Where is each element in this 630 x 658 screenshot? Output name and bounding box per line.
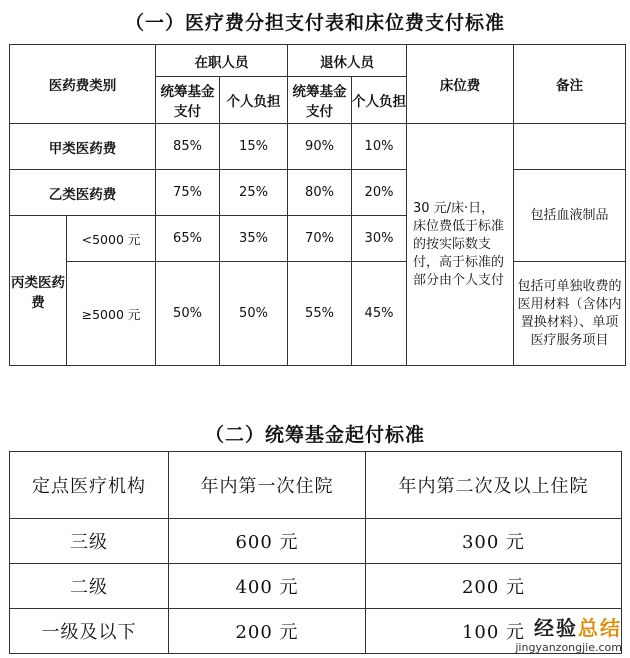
- row-class-c-label: 丙类医药费: [10, 216, 67, 366]
- table-cell: 三级: [10, 519, 169, 564]
- cell-value: 25%: [220, 170, 288, 216]
- cell-value: 80%: [288, 170, 352, 216]
- cell-value: 65%: [156, 216, 220, 262]
- table-cell: 600 元: [169, 519, 366, 564]
- remarks-blood: 包括血液制品: [514, 170, 626, 262]
- cell-value: 85%: [156, 124, 220, 170]
- header-employed-fund: 统筹基金支付: [156, 77, 220, 124]
- watermark-brand: [515, 612, 622, 641]
- cell-value: 70%: [288, 216, 352, 262]
- bed-fee-text: 30 元/床·日，床位费低于标准的按实际数支付，高于标准的部分由个人支付: [407, 124, 514, 366]
- cell-value: 55%: [288, 262, 352, 366]
- watermark-url: jingyanzongjie.com: [515, 641, 622, 654]
- row-class-c-below-label: <5000 元: [67, 216, 156, 262]
- table-cell: 100 元: [366, 609, 622, 654]
- table-cell: 一级及以下: [10, 609, 169, 654]
- header-category: 医药费类别: [10, 45, 156, 124]
- header-remarks: 备注: [514, 45, 626, 124]
- header-employed: 在职人员: [156, 45, 288, 77]
- header-bed-fee: 床位费: [407, 45, 514, 124]
- cell-value: 10%: [352, 124, 407, 170]
- header-retired: 退休人员: [288, 45, 407, 77]
- remarks-empty: [514, 124, 626, 170]
- header-retired-fund: 统筹基金支付: [288, 77, 352, 124]
- cell-value: 50%: [220, 262, 288, 366]
- header-second-stay: 年内第二次及以上住院: [366, 452, 622, 519]
- cell-value: 75%: [156, 170, 220, 216]
- cell-value: 90%: [288, 124, 352, 170]
- header-employed-self: 个人负担: [220, 77, 288, 124]
- header-first-stay: 年内第一次住院: [169, 452, 366, 519]
- cell-value: 50%: [156, 262, 220, 366]
- table-cell: 200 元: [366, 564, 622, 609]
- cell-value: 15%: [220, 124, 288, 170]
- cell-value: 35%: [220, 216, 288, 262]
- row-class-a-label: 甲类医药费: [10, 124, 156, 170]
- table1-title: （一）医疗费分担支付表和床位费支付标准: [124, 12, 505, 34]
- table-cell: 400 元: [169, 564, 366, 609]
- cell-value: 30%: [352, 216, 407, 262]
- watermark-brand-main: 经验: [534, 616, 578, 640]
- cost-sharing-table: [9, 44, 626, 366]
- header-institution: 定点医疗机构: [10, 452, 169, 519]
- table2-title: （二）统筹基金起付标准: [204, 424, 425, 446]
- row-class-c-above-label: ≥5000 元: [67, 262, 156, 366]
- remarks-materials: 包括可单独收费的医用材料（含体内置换材料）、单项医疗服务项目: [514, 262, 626, 366]
- table-cell: 200 元: [169, 609, 366, 654]
- cell-value: 20%: [352, 170, 407, 216]
- watermark-brand-accent: 总结: [578, 616, 622, 640]
- cell-value: 45%: [352, 262, 407, 366]
- row-class-b-label: 乙类医药费: [10, 170, 156, 216]
- header-retired-self: 个人负担: [352, 77, 407, 124]
- watermark: [515, 612, 622, 654]
- table-cell: 二级: [10, 564, 169, 609]
- table-cell: 300 元: [366, 519, 622, 564]
